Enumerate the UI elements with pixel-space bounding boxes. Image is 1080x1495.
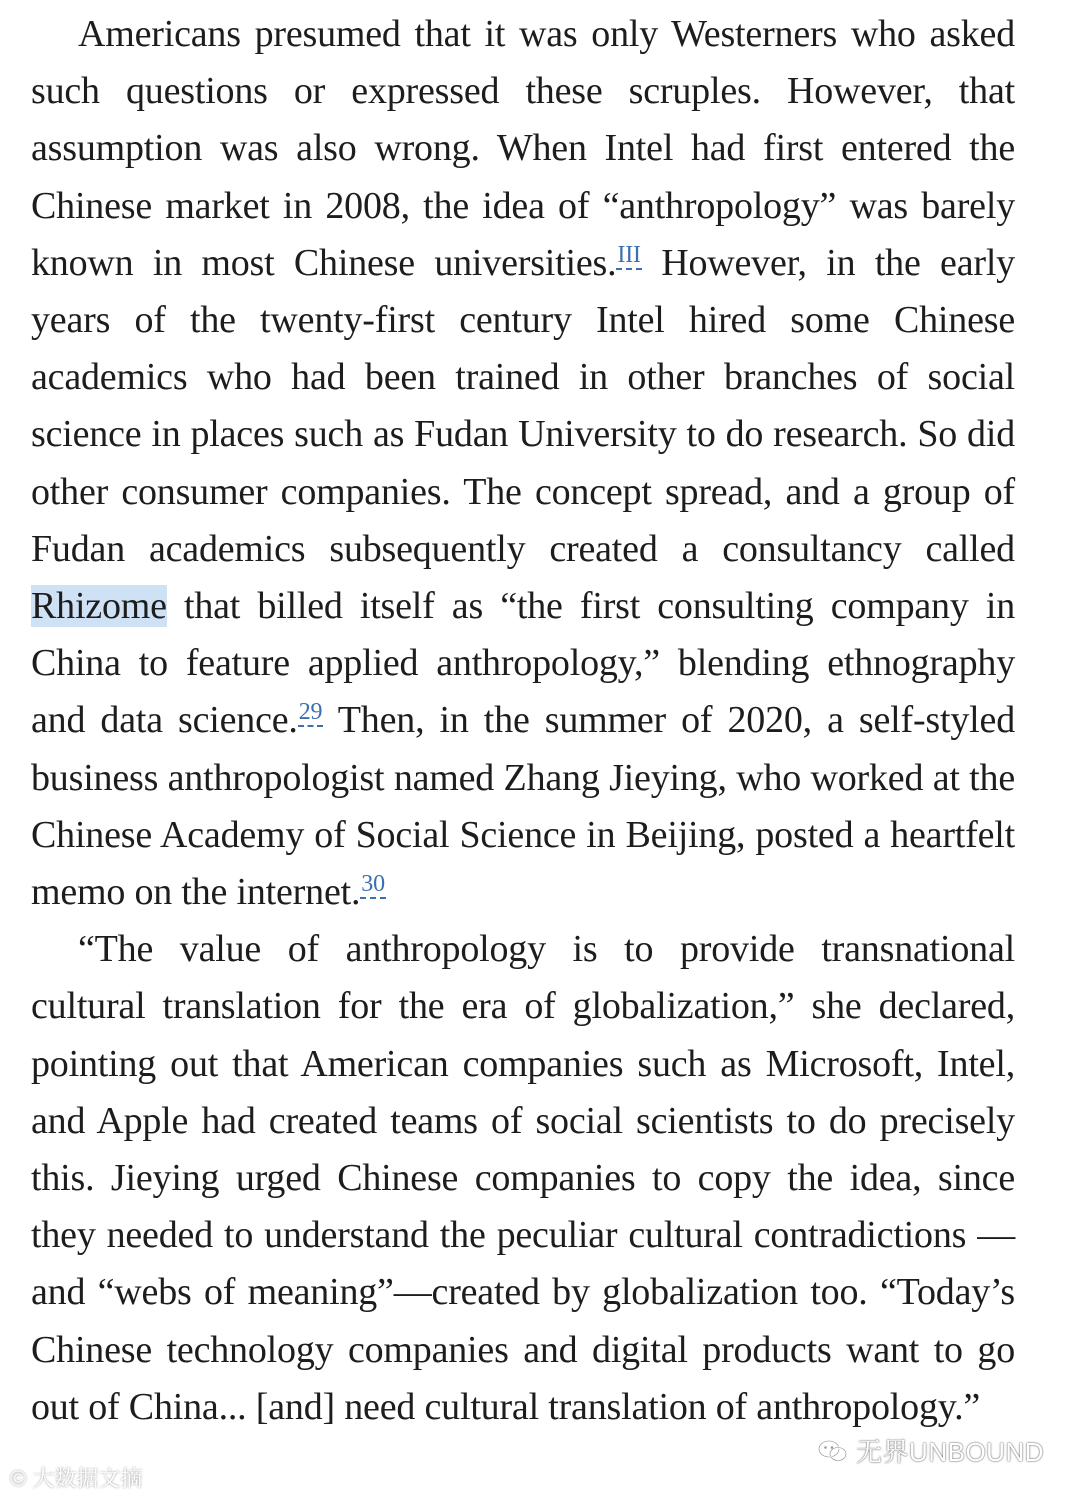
paragraph-2: “The value of anthropology is to provide transnational cultural translation for the era of globalization,” she declared, pointing out that American companies such as Microsoft, Intel, and Apple had created teams of social scientists to do precisely this. Jieying urged Chinese companies to copy the idea, since they needed to understand the peculiar cultural contradictions —and “webs of meaning”—created by globalization too. “Today’s Chinese technology companies and digital products want to go out of China... [and] need cultural translation of anthropology.” [31, 928, 1015, 1428]
footnote-ref-iii[interactable]: III [617, 241, 641, 268]
paragraph-1-text-a: Americans presumed that it was only Westerners who asked such questions or expressed these scruples. However, that assumption was also wrong. When Intel had first entered the Chinese market in 2008, the idea of “anthropology” was barely known in most Chinese universities. [31, 13, 1015, 284]
footnote-ref-29[interactable]: 29 [298, 699, 323, 726]
watermark [818, 1432, 1044, 1469]
paragraph-1-text-d: Then, in the summer of 2020, a self-styled business anthropologist named Zhang Jieying, who worked at the Chinese Academy of Social Science in Beijing, posted a heartfelt memo on the internet. [31, 699, 1015, 914]
wechat-icon [818, 1439, 848, 1463]
book-page [31, 6, 1015, 1436]
watermark-label: 无界UNBOUND [856, 1437, 1044, 1467]
watermark-secondary: © 大数据文摘 [10, 1466, 143, 1491]
paragraph-1 [31, 6, 1015, 921]
paragraph-1-text-b: However, in the early years of the twenty-first century Intel hired some Chinese academics who had been trained in other branches of social science in places such as Fudan University to do research. So did other consumer companies. The concept spread, and a group of Fudan academics subsequently created a consultancy called [31, 241, 1015, 570]
highlighted-word[interactable]: Rhizome [31, 585, 167, 628]
footnote-ref-30[interactable]: 30 [361, 871, 385, 898]
paragraph-1-text-c: that billed itself as “the first consulting company in China to feature applied anthropology,” blending ethnography and data science. [31, 585, 1015, 742]
